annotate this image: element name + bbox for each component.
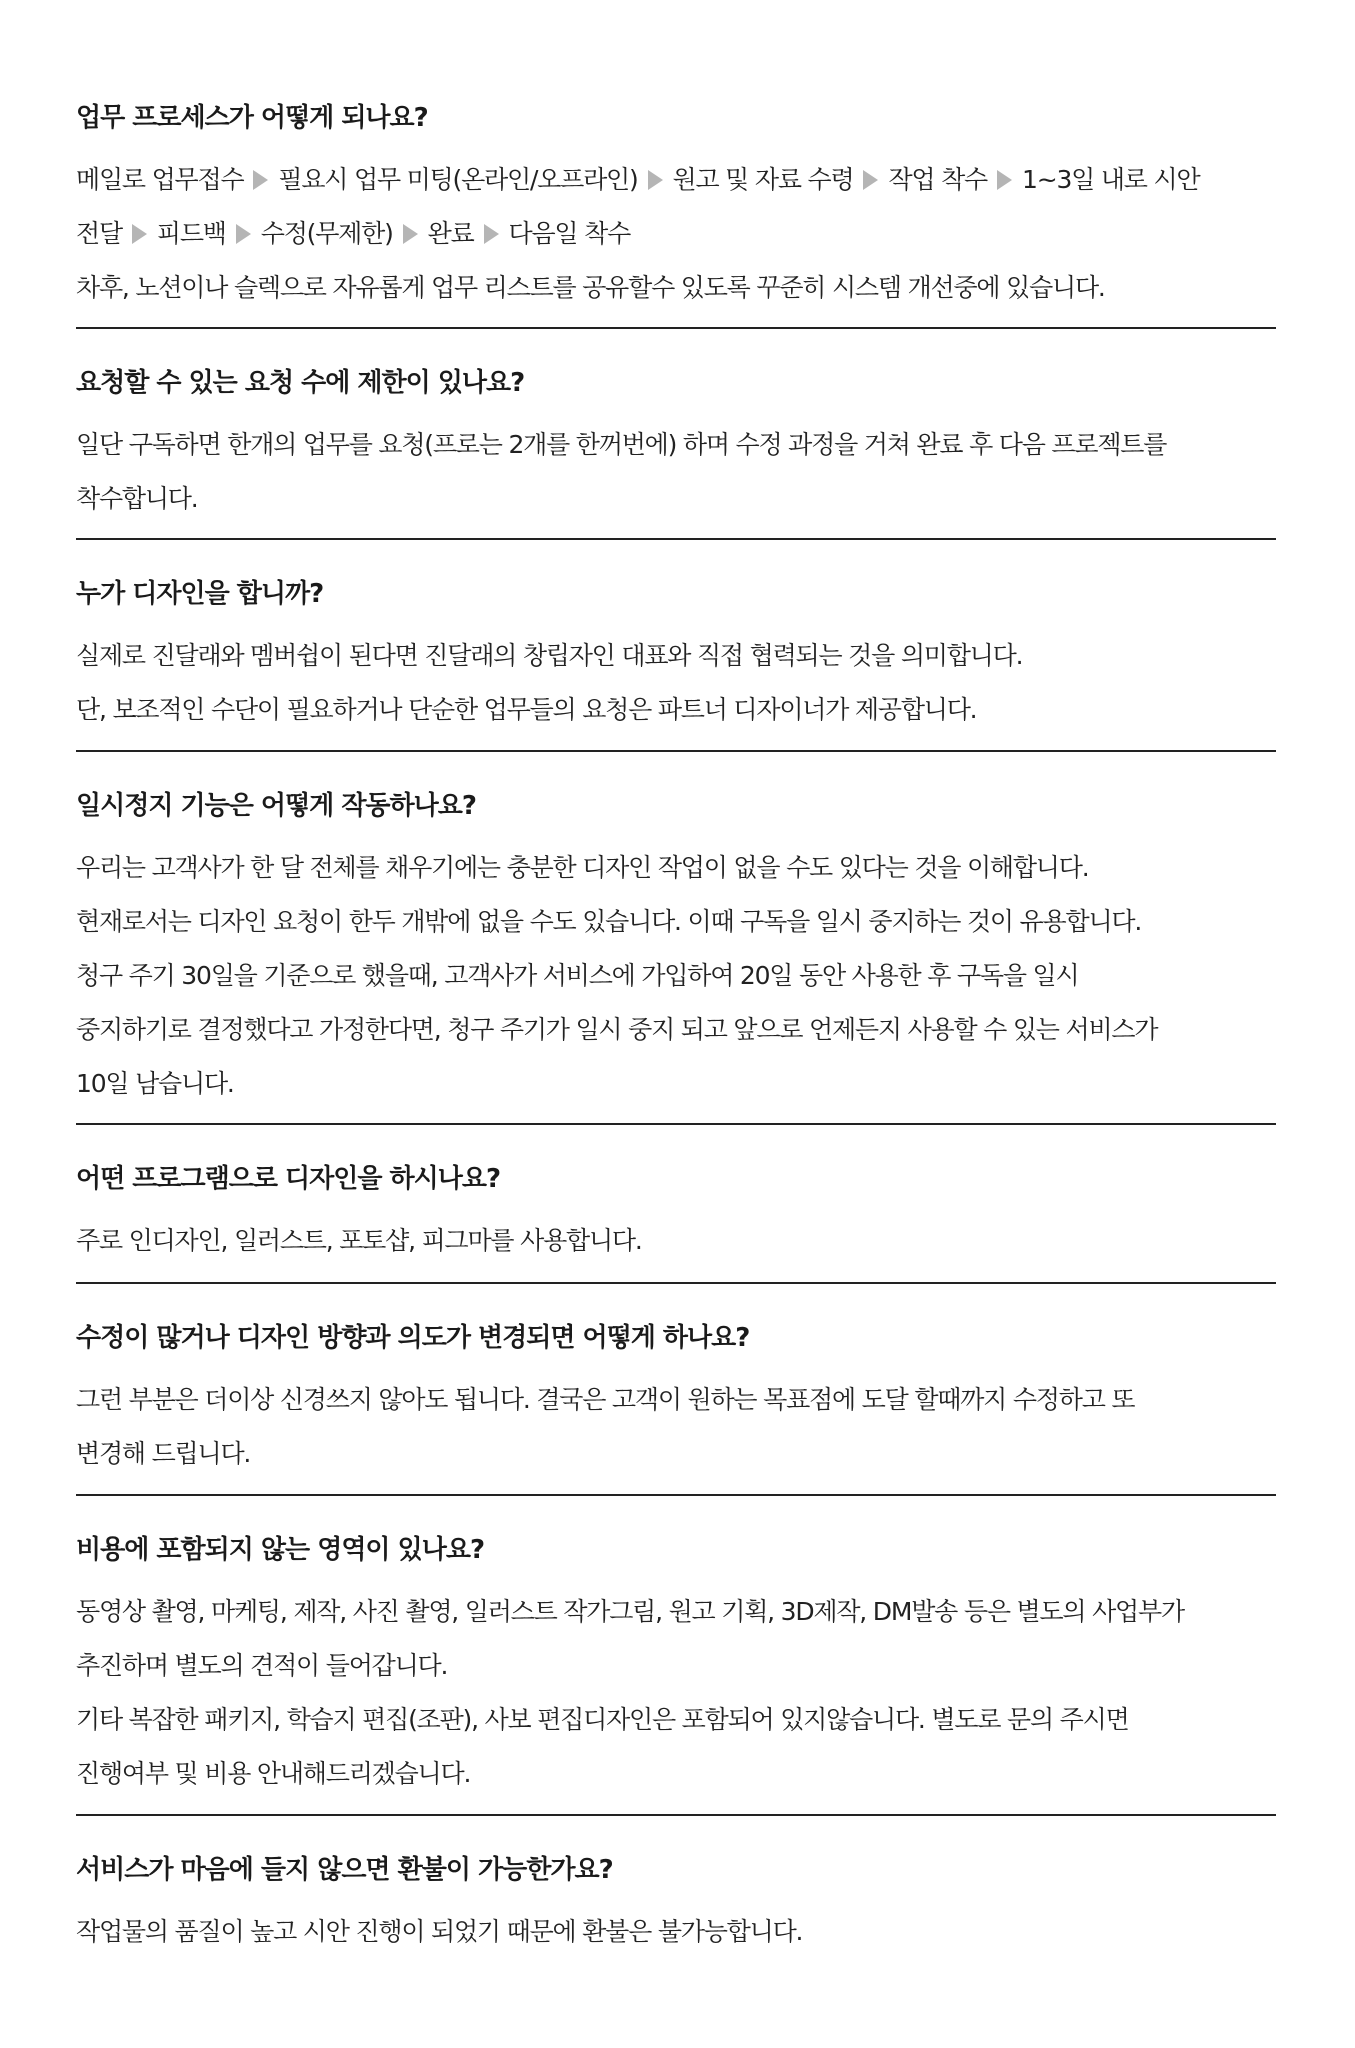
faq-item-request-limit — [76, 365, 1276, 526]
faq-answer — [76, 1214, 1276, 1268]
process-step: 1~3일 내로 시안 — [1022, 165, 1200, 194]
process-step: 완료 — [427, 219, 474, 248]
faq-answer — [76, 1585, 1276, 1801]
process-step: 전달 — [76, 219, 122, 248]
answer-line: 그런 부분은 더이상 신경쓰지 않아도 됩니다. 결국은 고객이 원하는 목표점에 도달 할때까지 수정하고 또 — [76, 1385, 1135, 1414]
arrow-right-icon — [863, 170, 878, 190]
faq-item-exclusions — [76, 1532, 1276, 1801]
faq-answer — [76, 1905, 1276, 1959]
faq-question: 비용에 포함되지 않는 영역이 있나요? — [76, 1535, 485, 1565]
answer-line: 진행여부 및 비용 안내해드리겠습니다. — [76, 1759, 471, 1788]
process-step: 수정(무제한) — [260, 219, 393, 248]
faq-divider — [76, 1123, 1276, 1125]
answer-line: 현재로서는 디자인 요청이 한두 개밖에 없을 수도 있습니다. 이때 구독을 일시 중지하는 것이 유용합니다. — [76, 907, 1142, 936]
process-step: 메일로 업무접수 — [76, 165, 244, 194]
faq-answer — [76, 418, 1276, 526]
faq-question: 서비스가 마음에 들지 않으면 환불이 가능한가요? — [76, 1855, 613, 1885]
faq-divider — [76, 538, 1276, 540]
faq-question: 누가 디자인을 합니까? — [76, 579, 324, 609]
process-step: 필요시 업무 미팅(온라인/오프라인) — [278, 165, 638, 194]
answer-line: 단, 보조적인 수단이 필요하거나 단순한 업무들의 요청은 파트너 디자이너가 제공합니다. — [76, 695, 977, 724]
answer-line: 기타 복잡한 패키지, 학습지 편집(조판), 사보 편집디자인은 포함되어 있지않습니다. 별도로 문의 주시면 — [76, 1705, 1129, 1734]
process-step: 피드백 — [156, 219, 226, 248]
faq-answer — [76, 1373, 1276, 1481]
faq-divider — [76, 1282, 1276, 1284]
arrow-right-icon — [253, 170, 268, 190]
faq-divider — [76, 327, 1276, 329]
arrow-right-icon — [236, 224, 251, 244]
answer-line: 실제로 진달래와 멤버쉽이 된다면 진달래의 창립자인 대표와 직접 협력되는 것을 의미합니다. — [76, 641, 1023, 670]
answer-line: 주로 인디자인, 일러스트, 포토샵, 피그마를 사용합니다. — [76, 1226, 642, 1255]
process-flow-line — [76, 207, 1276, 261]
faq-divider — [76, 1494, 1276, 1496]
answer-line: 착수합니다. — [76, 484, 198, 513]
answer-line: 추진하며 별도의 견적이 들어갑니다. — [76, 1651, 448, 1680]
process-step: 원고 및 자료 수령 — [672, 165, 854, 194]
answer-line: 동영상 촬영, 마케팅, 제작, 사진 촬영, 일러스트 작가그림, 원고 기획, 3D제작, DM발송 등은 별도의 사업부가 — [76, 1597, 1184, 1626]
faq-item-process — [76, 100, 1276, 315]
faq-question: 일시정지 기능은 어떻게 작동하나요? — [76, 791, 476, 821]
faq-answer — [76, 841, 1276, 1111]
arrow-right-icon — [997, 170, 1012, 190]
faq-question: 수정이 많거나 디자인 방향과 의도가 변경되면 어떻게 하나요? — [76, 1323, 750, 1353]
process-step: 다음일 착수 — [508, 219, 631, 248]
faq-item-refund — [76, 1852, 1276, 1959]
answer-line: 차후, 노션이나 슬렉으로 자유롭게 업무 리스트를 공유할수 있도록 꾸준히 시스템 개선중에 있습니다. — [76, 273, 1105, 302]
faq-divider — [76, 750, 1276, 752]
arrow-right-icon — [484, 224, 499, 244]
answer-line: 중지하기로 결정했다고 가정한다면, 청구 주기가 일시 중지 되고 앞으로 언제든지 사용할 수 있는 서비스가 — [76, 1015, 1158, 1044]
answer-line: 변경해 드립니다. — [76, 1439, 251, 1468]
answer-line: 우리는 고객사가 한 달 전체를 채우기에는 충분한 디자인 작업이 없을 수도 있다는 것을 이해합니다. — [76, 853, 1089, 882]
faq-question: 요청할 수 있는 요청 수에 제한이 있나요? — [76, 368, 525, 398]
faq-item-programs — [76, 1161, 1276, 1268]
process-step: 작업 착수 — [888, 165, 987, 194]
process-flow-line — [76, 153, 1276, 207]
faq-item-designer — [76, 576, 1276, 737]
arrow-right-icon — [132, 224, 147, 244]
faq-answer — [76, 153, 1276, 315]
answer-line: 일단 구독하면 한개의 업무를 요청(프로는 2개를 한꺼번에) 하며 수정 과정을 거쳐 완료 후 다음 프로젝트를 — [76, 430, 1167, 459]
answer-line: 작업물의 품질이 높고 시안 진행이 되었기 때문에 환불은 불가능합니다. — [76, 1917, 803, 1946]
arrow-right-icon — [403, 224, 418, 244]
faq-item-pause — [76, 788, 1276, 1111]
faq-item-revisions — [76, 1320, 1276, 1481]
faq-answer — [76, 629, 1276, 737]
faq-divider — [76, 1814, 1276, 1816]
faq-question: 어떤 프로그램으로 디자인을 하시나요? — [76, 1164, 501, 1194]
answer-line: 10일 남습니다. — [76, 1069, 234, 1098]
faq-question: 업무 프로세스가 어떻게 되나요? — [76, 103, 428, 133]
arrow-right-icon — [648, 170, 663, 190]
answer-line: 청구 주기 30일을 기준으로 했을때, 고객사가 서비스에 가입하여 20일 동안 사용한 후 구독을 일시 — [76, 961, 1079, 990]
